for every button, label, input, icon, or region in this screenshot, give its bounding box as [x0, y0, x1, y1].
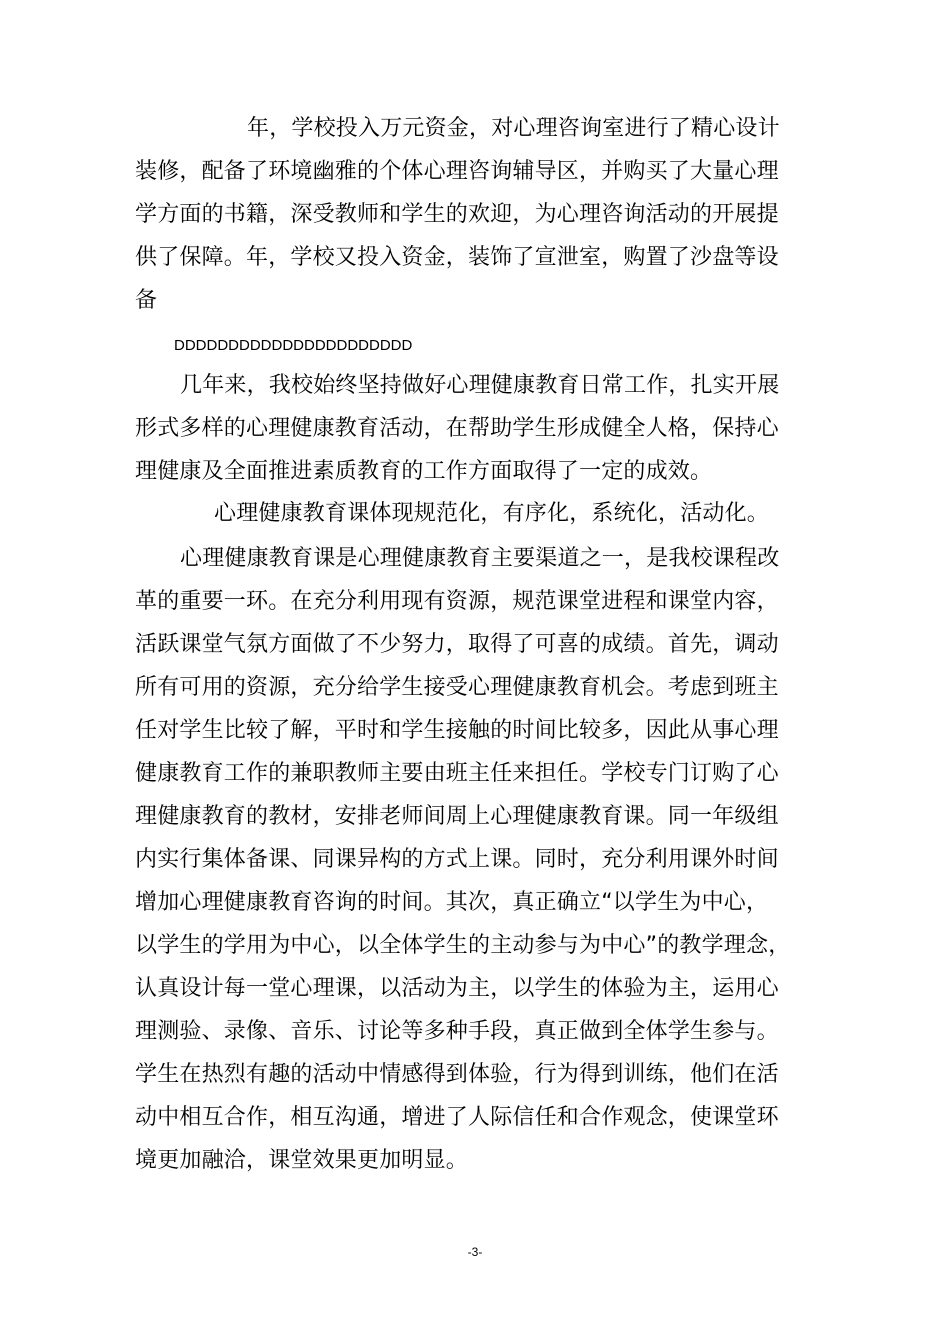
paragraph-3-line-2: 革的重要一环。在充分利用现有资源，规范课堂进程和课堂内容， — [135, 589, 779, 614]
paragraph-2-line-1: 几年来，我校始终坚持做好心理健康教育日常工作，扎实开展 — [180, 373, 780, 398]
paragraph-1-line-3: 学方面的书籍，深受教师和学生的欢迎，为心理咨询活动的开展提 — [135, 202, 779, 227]
paragraph-3-line-5: 任对学生比较了解，平时和学生接触的时间比较多，因此从事心理 — [135, 718, 779, 743]
paragraph-3-line-13: 学生在热烈有趣的活动中情感得到体验，行为得到训练，他们在活 — [135, 1062, 779, 1087]
section-heading: 心理健康教育课体现规范化，有序化，系统化，活动化。 — [214, 501, 770, 526]
paragraph-3-line-7: 理健康教育的教材，安排老师间周上心理健康教育课。同一年级组 — [135, 804, 779, 829]
paragraph-3-line-4: 所有可用的资源，充分给学生接受心理健康教育机会。考虑到班主 — [135, 675, 779, 700]
paragraph-3-line-9: 增加心理健康教育咨询的时间。其次，真正确立“以学生为中心， — [135, 890, 769, 915]
paragraph-3-line-15: 境更加融洽，课堂效果更加明显。 — [135, 1148, 469, 1173]
paragraph-1-line-5: 备 — [135, 288, 158, 313]
paragraph-3-line-14: 动中相互合作，相互沟通，增进了人际信任和合作观念，使课堂环 — [135, 1105, 779, 1130]
paragraph-2-line-3: 理健康及全面推进素质教育的工作方面取得了一定的成效。 — [135, 459, 713, 484]
paragraph-3-line-6: 健康教育工作的兼职教师主要由班主任来担任。学校专门订购了心 — [135, 761, 779, 786]
paragraph-3-line-11: 认真设计每一堂心理课，以活动为主，以学生的体验为主，运用心 — [135, 976, 779, 1001]
paragraph-1-line-2: 装修，配备了环境幽雅的个体心理咨询辅导区，并购买了大量心理 — [135, 159, 779, 184]
filler-text: DDDDDDDDDDDDDDDDDDDDDD — [174, 337, 413, 354]
paragraph-3-line-10: 以学生的学用为中心，以全体学生的主动参与为中心”的教学理念， — [135, 933, 791, 958]
paragraph-2-line-2: 形式多样的心理健康教育活动，在帮助学生形成健全人格，保持心 — [135, 416, 779, 441]
paragraph-3-line-8: 内实行集体备课、同课异构的方式上课。同时，充分利用课外时间 — [135, 847, 779, 872]
paragraph-3-line-1: 心理健康教育课是心理健康教育主要渠道之一，是我校课程改 — [180, 546, 780, 571]
page-number: -3- — [467, 1245, 483, 1259]
paragraph-1-line-1: 年，学校投入万元资金，对心理咨询室进行了精心设计 — [247, 116, 780, 141]
paragraph-3-line-3: 活跃课堂气氛方面做了不少努力，取得了可喜的成绩。首先，调动 — [135, 632, 779, 657]
paragraph-1-line-4: 供了保障。年，学校又投入资金，装饰了宣泄室，购置了沙盘等设 — [135, 245, 779, 270]
paragraph-3-line-12: 理测验、录像、音乐、讨论等多种手段，真正做到全体学生参与。 — [135, 1019, 779, 1044]
